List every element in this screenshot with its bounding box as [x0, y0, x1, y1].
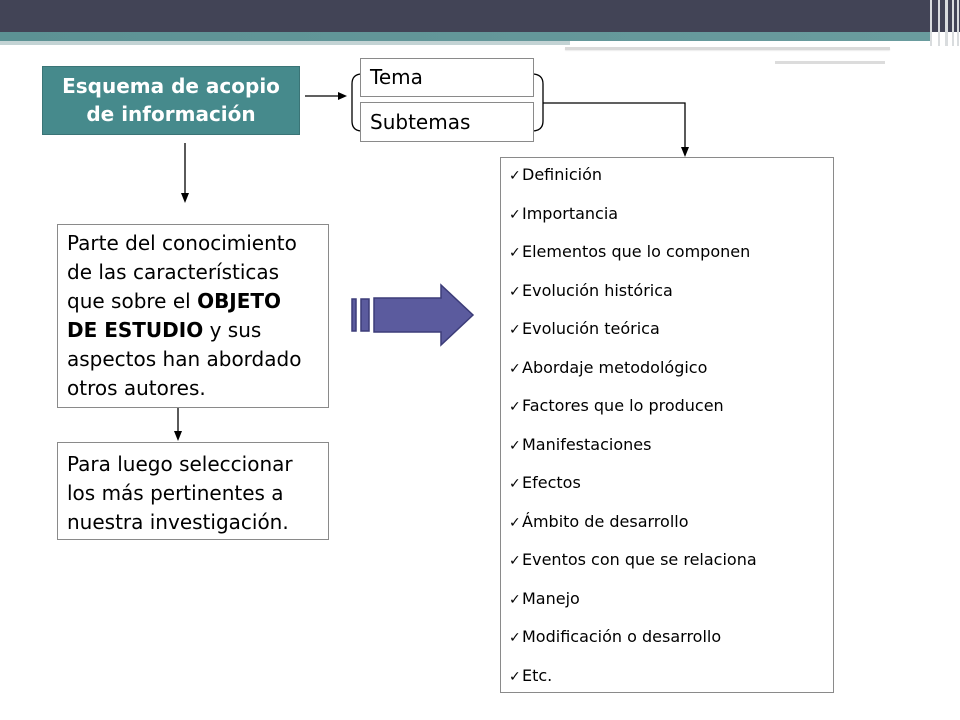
knowledge-box — [57, 224, 329, 408]
main-scheme-title-line1: Esquema de acopio — [62, 74, 280, 98]
list-item-text: Modificación o desarrollo — [522, 627, 722, 646]
check-icon — [509, 465, 522, 504]
list-item-text: Abordaje metodológico — [522, 357, 708, 377]
knowledge-text-segment: que sobre el — [67, 289, 198, 313]
list-item-text: Definición — [522, 165, 602, 184]
list-item — [509, 157, 757, 195]
check-icon — [509, 427, 522, 466]
check-icon — [509, 196, 522, 235]
list-item — [509, 580, 757, 619]
list-item — [509, 272, 757, 311]
aspects-list-box — [500, 157, 834, 693]
list-item — [509, 426, 757, 465]
subtopic-label: Subtemas — [370, 110, 471, 134]
knowledge-text-line — [67, 316, 328, 345]
list-item — [509, 657, 757, 694]
list-item — [509, 503, 757, 542]
knowledge-text-line: de las características — [67, 260, 280, 284]
selection-text-line: nuestra investigación. — [67, 510, 289, 534]
topic-box — [360, 58, 534, 97]
check-icon — [509, 350, 522, 389]
selection-box — [57, 442, 329, 540]
list-item-text: Factores que lo producen — [522, 396, 724, 415]
list-item-text: Efectos — [522, 473, 581, 492]
selection-text-line: los más pertinentes a — [67, 481, 284, 505]
check-icon — [509, 619, 522, 658]
check-icon — [509, 311, 522, 350]
check-icon — [509, 157, 522, 196]
list-item-text: Manejo — [522, 588, 580, 608]
knowledge-text-emphasis: DE ESTUDIO — [67, 318, 204, 342]
knowledge-text-line: otros autores. — [67, 376, 206, 400]
list-item — [509, 349, 757, 388]
knowledge-text-line: aspectos han abordado — [67, 347, 302, 371]
block-arrow-right-icon — [352, 285, 473, 345]
check-icon — [509, 658, 522, 694]
list-item — [509, 464, 757, 503]
knowledge-text-line — [67, 287, 328, 316]
check-icon — [509, 581, 522, 620]
knowledge-text-line: Parte del conocimiento — [67, 231, 297, 255]
list-item — [509, 618, 757, 657]
topic-label: Tema — [370, 65, 423, 89]
list-item-text: Elementos que lo componen — [522, 242, 751, 261]
list-item-text: Ámbito de desarrollo — [522, 511, 689, 531]
list-item — [509, 195, 757, 234]
list-item-text: Manifestaciones — [522, 434, 652, 454]
check-icon — [509, 504, 522, 543]
list-item — [509, 233, 757, 272]
arrowhead-icon — [174, 431, 182, 441]
aspects-list — [509, 157, 757, 693]
list-item-text: Eventos con que se relaciona — [522, 550, 757, 569]
list-item-text: Etc. — [522, 665, 553, 685]
arrow-topics-to-list — [543, 103, 685, 148]
arrowhead-icon — [338, 92, 347, 100]
arrowhead-icon — [681, 147, 689, 157]
selection-text-line: Para luego seleccionar — [67, 452, 293, 476]
main-scheme-box — [42, 66, 300, 135]
check-icon — [509, 542, 522, 581]
list-item — [509, 541, 757, 580]
knowledge-text-segment: y sus — [203, 318, 262, 342]
list-item — [509, 310, 757, 349]
subtopic-box — [360, 102, 534, 142]
list-item-text: Evolución histórica — [522, 280, 673, 300]
check-icon — [509, 273, 522, 312]
arrowhead-icon — [181, 193, 189, 203]
list-item-text: Importancia — [522, 203, 619, 223]
check-icon — [509, 234, 522, 273]
list-item — [509, 387, 757, 426]
main-scheme-title-line2: de información — [86, 102, 256, 126]
knowledge-text-emphasis: OBJETO — [197, 289, 282, 313]
list-item-text: Evolución teórica — [522, 319, 660, 338]
check-icon — [509, 388, 522, 427]
